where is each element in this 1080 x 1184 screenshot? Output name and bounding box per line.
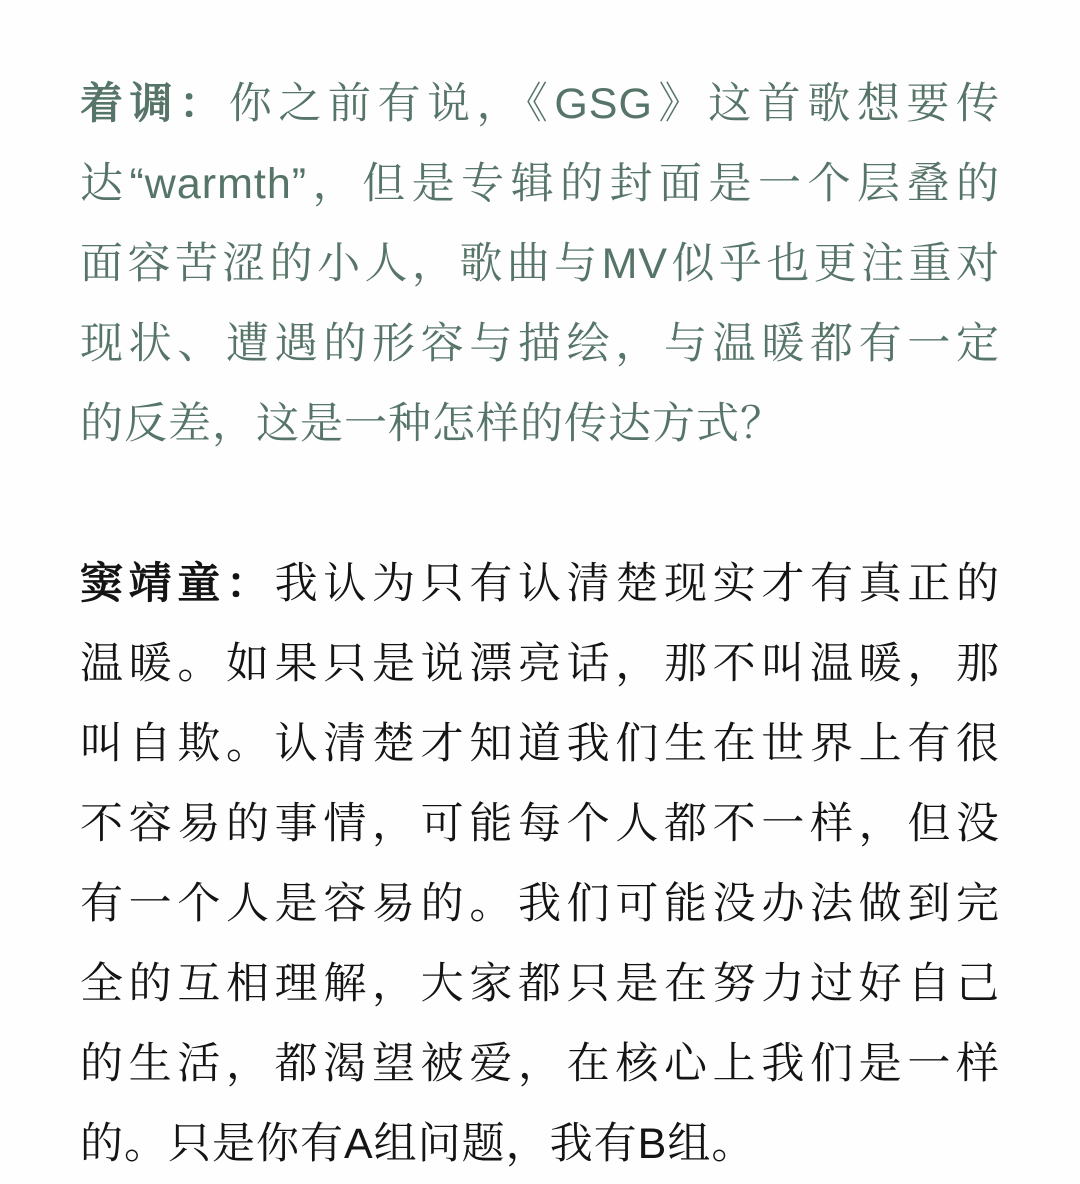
text-line: 着调：你之前有说，《GSG》这首歌想要传: [80, 80, 1001, 128]
interview-paragraph: [80, 544, 1000, 1184]
text-line: 的生活，都渴望被爱，在核心上我们是一样: [80, 1040, 1000, 1088]
interview-paragraph: [80, 64, 1000, 464]
text-line: 不容易的事情，可能每个人都不一样，但没: [80, 800, 1000, 848]
text-line: 达“warmth”，但是专辑的封面是一个层叠的: [80, 160, 1000, 208]
text-line: 窦靖童：我认为只有认清楚现实才有真正的: [80, 560, 1001, 608]
text-line: 的反差，这是一种怎样的传达方式？: [80, 400, 784, 448]
text-line: 叫自欺。认清楚才知道我们生在世界上有很: [80, 720, 1000, 768]
text-line: 全的互相理解，大家都只是在努力过好自己: [80, 960, 1000, 1008]
text-line: 现状、遭遇的形容与描绘，与温暖都有一定: [80, 320, 1000, 368]
speaker-label: 着调：: [80, 80, 229, 128]
text-line: 面容苦涩的小人，歌曲与MV似乎也更注重对: [80, 240, 1000, 288]
speaker-label: 窦靖童：: [80, 560, 275, 608]
text-line: 有一个人是容易的。我们可能没办法做到完: [80, 880, 1000, 928]
text-line: 温暖。如果只是说漂亮话，那不叫温暖，那: [80, 640, 1000, 688]
text-line: 的。只是你有A组问题，我有B组。: [80, 1120, 756, 1168]
